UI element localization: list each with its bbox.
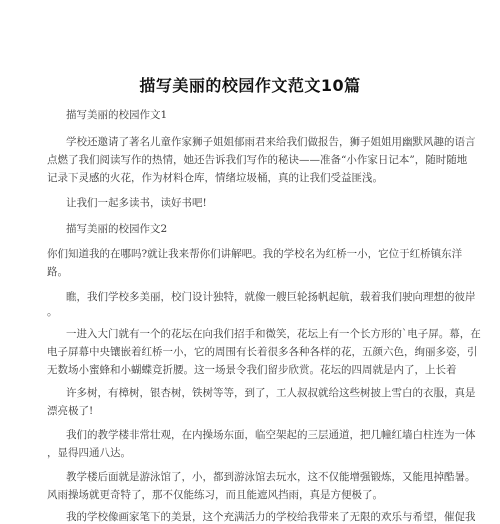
paragraph-line: 一进入大门就有一个的花坛在向我们招手和微笑，花坛上有一个长方形的`电子屏。幕，在 <box>66 328 481 340</box>
paragraph-line: ，显得四通八达。 <box>47 447 131 459</box>
paragraph-line: 点燃了我们阅读写作的热情，她还告诉我们写作的秘诀——准备“小作家日记本”，随时随地 <box>47 154 468 166</box>
paragraph-line: 我们的教学楼非常壮观，在内操场东面，临空架起的三层通道，把几幢红墙白柱连为一体 <box>66 429 476 441</box>
paragraph-line: 瞧，我们学校多美丽，校门设计独特，就像一艘巨轮扬帆起航，载着我们驶向理想的彼岸 <box>66 291 476 303</box>
paragraph-line: 教学楼后面就是游泳馆了，小，都到游泳馆去玩水，这不仅能增强锻炼，又能甩掉酷暑。 <box>66 471 476 483</box>
paragraph-line: 无数场小蜜蜂和小蝴蝶竞折腰。这一场景令我们留步欣赏。花坛的四周就是内了，上长着 <box>47 364 457 376</box>
paragraph-line: 许多树，有樟树，银杏树，铁树等等，到了，工人叔叔就给这些树披上雪白的衣服，真是 <box>66 387 476 399</box>
paragraph-line: 风雨操场就更奇特了，那不仅能练习，而且能遮风挡雨，真是方便极了。 <box>47 489 383 501</box>
paragraph-line: 电子屏幕中央镶嵌着红桥一小，它的周围有长着很多各种各样的花，五颜六色，绚丽多姿，引 <box>47 346 478 358</box>
paragraph-line: 记录下灵感的火花，作为材料仓库，情绪垃圾桶，真的让我们受益匪浅。 <box>47 172 383 184</box>
section-heading: 描写美丽的校园作文2 <box>66 223 168 235</box>
document-title: 描写美丽的校园作文范文10篇 <box>139 76 361 95</box>
section-heading: 描写美丽的校园作文1 <box>66 109 168 121</box>
paragraph-line: 。 <box>47 306 58 318</box>
paragraph-line: 路。 <box>47 266 68 278</box>
paragraph-line: 让我们一起多读书，读好书吧! <box>66 197 207 209</box>
paragraph-line: 我的学校像画家笔下的美景，这个充满活力的学校给我带来了无限的欢乐与希望，催促我 <box>66 511 476 523</box>
paragraph-line: 学校还邀请了著名儿童作家狮子姐姐郁雨君来给我们做报告，狮子姐姐用幽默风趣的语言 <box>66 136 476 148</box>
paragraph-line: 漂亮极了! <box>47 405 94 417</box>
paragraph-line: 你们知道我的在哪吗?就让我来帮你们讲解吧。我的学校名为红桥一小，它位于红桥镇东洋 <box>47 248 463 260</box>
